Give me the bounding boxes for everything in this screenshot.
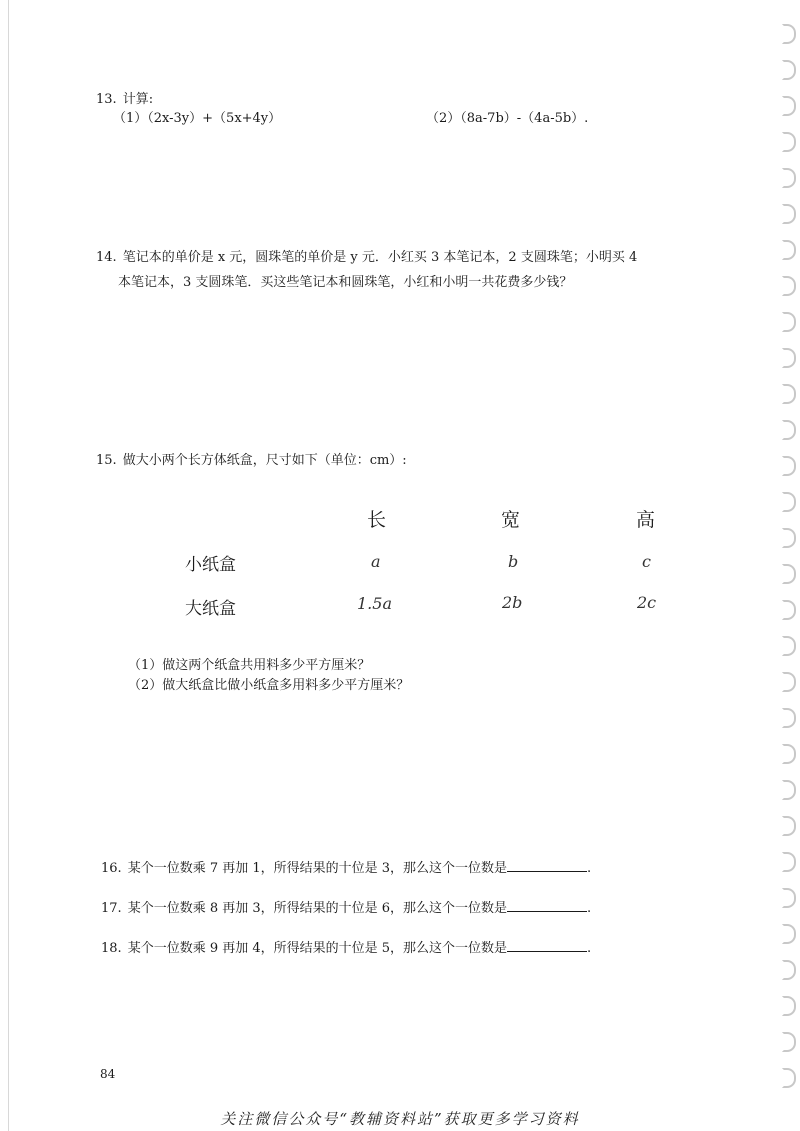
- binding-ring: [782, 564, 796, 584]
- table-header-height: 高: [636, 509, 656, 531]
- binding-ring: [782, 744, 796, 764]
- q14-text-line1: 笔记本的单价是 x 元，圆珠笔的单价是 y 元．小红买 3 本笔记本，2 支圆珠笔；小明买 4: [122, 250, 638, 265]
- binding-ring: [782, 348, 796, 368]
- q18-number: 18.: [101, 941, 122, 956]
- binding-ring: [782, 780, 796, 800]
- q15-text: 做大小两个长方体纸盒，尺寸如下（单位：cm）:: [122, 453, 407, 468]
- binding-ring: [782, 852, 796, 872]
- table-header-length: 长: [367, 509, 387, 531]
- binding-ring: [782, 960, 796, 980]
- table-header-width: 宽: [501, 509, 521, 531]
- q16-number: 16.: [101, 861, 122, 876]
- binding-ring: [782, 708, 796, 728]
- table-cell-small-height: c: [642, 552, 651, 571]
- q14-line2: 本笔记本，3 支圆珠笔．买这些笔记本和圆珠笔，小红和小明一共花费多少钱？: [118, 275, 573, 290]
- table-cell-small-length: a: [371, 552, 381, 571]
- q14-number: 14.: [96, 250, 117, 265]
- q16: [101, 857, 591, 880]
- q18: [101, 937, 591, 960]
- binding-ring: [782, 528, 796, 548]
- binding-ring: [782, 168, 796, 188]
- q13-part2: （2）（8a-7b）-（4a-5b）.: [426, 111, 589, 126]
- binding-ring: [782, 132, 796, 152]
- binding-ring: [782, 816, 796, 836]
- q18-end: .: [587, 941, 592, 956]
- q15-sub1: （1）做这两个纸盒共用料多少平方厘米？: [128, 658, 371, 673]
- q15-heading: [96, 450, 407, 472]
- binding-ring: [782, 924, 796, 944]
- binding-ring: [782, 384, 796, 404]
- binding-ring: [782, 60, 796, 80]
- binding-ring: [782, 600, 796, 620]
- table-cell-large-length: 1.5a: [357, 594, 392, 613]
- binding-ring: [782, 636, 796, 656]
- spiral-binding: [770, 0, 800, 1131]
- binding-ring: [782, 1068, 796, 1088]
- binding-ring: [782, 240, 796, 260]
- q17-end: .: [587, 901, 592, 916]
- binding-ring: [782, 888, 796, 908]
- q16-end: .: [587, 861, 592, 876]
- table-cell-large-height: 2c: [637, 593, 657, 612]
- binding-ring: [782, 96, 796, 116]
- q13-label: 计算:: [122, 92, 154, 107]
- binding-ring: [782, 492, 796, 512]
- page-edge: [8, 0, 9, 1131]
- binding-ring: [782, 420, 796, 440]
- table-cell-small-width: b: [508, 552, 519, 571]
- q17-number: 17.: [101, 901, 122, 916]
- q15-sub2: （2）做大纸盒比做小纸盒多用料多少平方厘米？: [128, 678, 410, 693]
- binding-ring: [782, 312, 796, 332]
- binding-ring: [782, 456, 796, 476]
- q16-answer-blank[interactable]: [507, 857, 587, 872]
- binding-ring: [782, 204, 796, 224]
- q17-text: 某个一位数乘 8 再加 3，所得结果的十位是 6，那么这个一位数是: [127, 901, 508, 916]
- q18-text: 某个一位数乘 9 再加 4，所得结果的十位是 5，那么这个一位数是: [127, 941, 508, 956]
- binding-ring: [782, 672, 796, 692]
- page-number: 84: [100, 1067, 116, 1081]
- table-row-small-label: 小纸盒: [185, 555, 236, 575]
- q17: [101, 897, 591, 920]
- table-row-large-label: 大纸盒: [185, 599, 236, 619]
- q16-text: 某个一位数乘 7 再加 1，所得结果的十位是 3，那么这个一位数是: [127, 861, 508, 876]
- q17-answer-blank[interactable]: [507, 897, 587, 912]
- q13-part1: （1）（2x-3y）+（5x+4y）: [113, 111, 282, 126]
- q18-answer-blank[interactable]: [507, 937, 587, 952]
- binding-ring: [782, 24, 796, 44]
- q14-line1: [96, 247, 637, 269]
- table-cell-large-width: 2b: [502, 593, 523, 612]
- q15-number: 15.: [96, 453, 117, 468]
- binding-ring: [782, 1032, 796, 1052]
- binding-ring: [782, 276, 796, 296]
- q13-number: 13.: [96, 92, 117, 107]
- footer-watermark: 关注微信公众号“教辅资料站”获取更多学习资料: [220, 1110, 580, 1128]
- binding-ring: [782, 996, 796, 1016]
